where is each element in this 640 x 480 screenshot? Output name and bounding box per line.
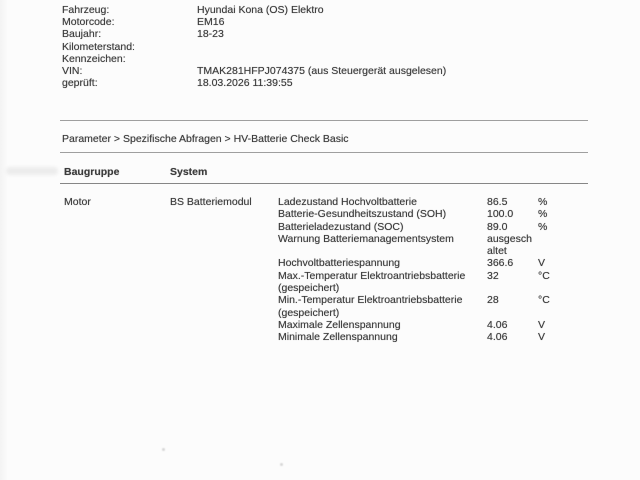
vehicle-info-row <box>62 77 446 89</box>
vehicle-info-row <box>62 28 446 40</box>
vehicle-info-row <box>62 65 446 77</box>
parameter-unit: V <box>538 331 546 344</box>
info-label-kilometerstand: Kilometerstand: <box>62 40 135 53</box>
parameter-name: Warnung Batteriemanagementsystem <box>278 232 454 245</box>
vehicle-info-row <box>62 41 446 53</box>
table-row <box>64 257 578 269</box>
vehicle-info-block <box>62 4 446 89</box>
parameter-name: Maximale Zellenspannung <box>278 318 401 331</box>
parameter-value: 4.06 <box>487 331 508 344</box>
parameter-name: Max.-Temperatur Elektroantriebsbatterie <box>278 269 466 282</box>
system-cell: BS Batteriemodul <box>170 196 252 208</box>
table-header-row <box>64 166 207 178</box>
parameter-name: Ladezustand Hochvoltbatterie <box>278 196 417 208</box>
table-row <box>64 319 578 331</box>
parameter-value: 366.6 <box>487 257 514 270</box>
info-label-fahrzeug: Fahrzeug: <box>62 4 110 16</box>
parameter-name: Batterieladezustand (SOC) <box>278 220 404 233</box>
parameter-unit: % <box>538 196 548 208</box>
vehicle-info-row <box>62 53 446 65</box>
scan-artifact <box>162 448 165 451</box>
parameter-unit: % <box>538 208 548 221</box>
parameter-name-suffix: (gespeichert) <box>278 306 340 319</box>
table-row <box>64 294 578 319</box>
table-header-system: System <box>170 166 208 178</box>
info-value-motorcode: EM16 <box>197 16 225 29</box>
info-label-motorcode: Motorcode: <box>62 16 115 29</box>
parameter-name: Minimale Zellenspannung <box>278 331 398 344</box>
info-value-vin: TMAK281HFPJ074375 (aus Steuergerät ausgelesen) <box>197 65 447 78</box>
table-row <box>64 331 578 343</box>
scan-artifact <box>6 167 58 175</box>
table-row <box>64 208 578 220</box>
parameter-name: Min.-Temperatur Elektroantriebsbatterie <box>278 294 463 307</box>
parameter-value: 100.0 <box>487 208 514 221</box>
info-label-baujahr: Baujahr: <box>62 28 102 41</box>
parameter-value: 4.06 <box>487 318 508 331</box>
vehicle-info-row <box>62 16 446 28</box>
info-label-geprueft: geprüft: <box>62 77 98 90</box>
parameter-value: 86.5 <box>487 196 508 208</box>
table-row <box>64 196 578 208</box>
vehicle-info-row <box>62 4 446 16</box>
parameter-name: Hochvoltbatteriespannung <box>278 257 401 270</box>
parameter-name: Batterie-Gesundheitszustand (SOH) <box>278 208 447 221</box>
parameter-name-suffix: (gespeichert) <box>278 282 340 295</box>
divider-line <box>60 183 588 184</box>
parameter-table <box>64 196 578 344</box>
info-value-fahrzeug: Hyundai Kona (OS) Elektro <box>197 4 324 16</box>
info-value-geprueft: 18.03.2026 11:39:55 <box>197 77 293 90</box>
table-row <box>64 270 578 295</box>
parameter-unit: V <box>538 257 546 270</box>
scan-artifact <box>280 463 283 466</box>
parameter-unit: °C <box>538 269 550 282</box>
info-label-vin: VIN: <box>62 65 83 78</box>
divider-line <box>60 120 588 121</box>
table-header-baugruppe: Baugruppe <box>64 166 120 178</box>
table-row <box>64 221 578 233</box>
info-value-baujahr: 18-23 <box>197 28 224 41</box>
parameter-unit: °C <box>538 294 550 307</box>
parameter-value: 32 <box>487 269 499 282</box>
breadcrumb: Parameter > Spezifische Abfragen > HV-Batterie Check Basic <box>62 133 349 145</box>
parameter-unit: V <box>538 318 546 331</box>
parameter-value: 28 <box>487 294 499 307</box>
scan-edge-shade <box>0 0 8 480</box>
parameter-value: ausgeschaltet <box>487 232 532 258</box>
parameter-unit: % <box>538 220 548 233</box>
baugruppe-cell: Motor <box>64 196 91 208</box>
table-row <box>64 233 578 258</box>
info-label-kennzeichen: Kennzeichen: <box>62 52 126 65</box>
divider-line <box>60 152 588 153</box>
parameter-value: 89.0 <box>487 220 508 233</box>
